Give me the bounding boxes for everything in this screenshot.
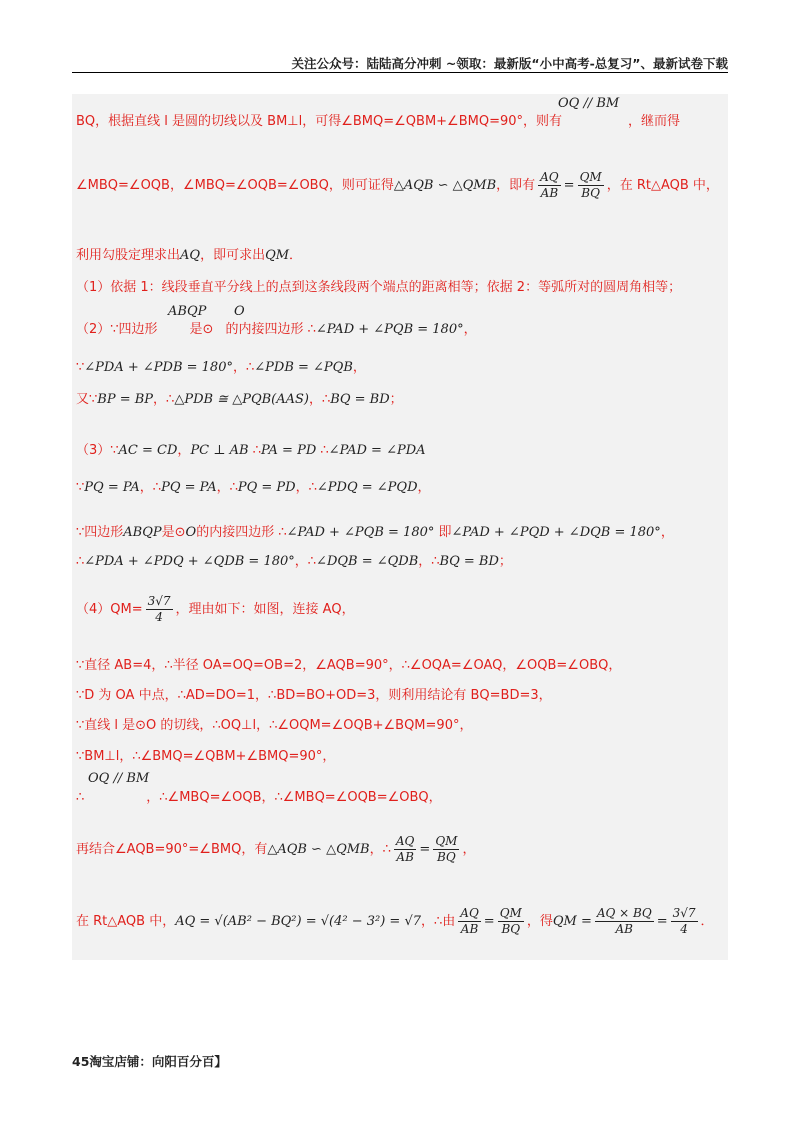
line-10: ∵四边形ABQP是⊙O的内接四边形 ∴∠PAD + ∠PQB = 180° 即∠PAD + ∠PQD + ∠DQB = 180°， <box>76 525 674 540</box>
line-9: ∵PQ = PA，∴PQ = PA，∴PQ = PD，∴∠PDQ = ∠PQD， <box>76 480 431 495</box>
line-18: 再结合∠AQB=90°=∠BMQ，有△AQB ∽ △QMB，∴ $\frac{AQ}{AB}$ = $\frac{QM}{BQ}$ ， <box>76 834 476 864</box>
fraction-aq-ab-3: $\frac{AQ}{AB}$ <box>460 906 479 936</box>
line-15: ∵直线 l 是⊙O 的切线，∴OQ⊥l，∴∠OQM=∠OQB+∠BQM=90°， <box>76 718 473 733</box>
line-7: 又∵BP = BP，∴△PDB ≅ △PQB(AAS)，∴BQ = BD； <box>76 392 403 407</box>
line-12: （4）QM= $\frac{3√7}{4}$ ，理由如下：如图，连接 AQ， <box>76 594 355 624</box>
page-header <box>72 54 728 73</box>
line-2-text-a: ∠MBQ=∠OQB，∠MBQ=∠OQB=∠OBQ，则可证得 <box>76 178 394 193</box>
fraction-qm-bq-2: $\frac{QM}{BQ}$ <box>435 834 458 864</box>
line-2-similar: △AQB ∽ △QMB <box>393 178 497 193</box>
fraction-3sqrt7-4-2: $\frac{3√7}{4}$ <box>672 906 696 936</box>
fraction-3sqrt7-4: $\frac{3√7}{4}$ <box>147 594 171 624</box>
oq-parallel-bm: OQ // BM <box>558 96 620 111</box>
header-text: 关注公众号：陆陆高分冲刺 ~领取：最新版“小中高考-总复习”、最新试卷下载 <box>291 56 728 71</box>
fraction-qm-bq-3: $\frac{QM}{BQ}$ <box>499 906 522 936</box>
line-6: ∵∠PDA + ∠PDB = 180°，∴∠PDB = ∠PQB， <box>76 360 366 375</box>
line-2-text-b: ，即有 <box>496 178 536 193</box>
line-8: （3）∵AC = CD，PC ⊥ AB ∴PA = PD ∴∠PAD = ∠PDA <box>76 443 426 458</box>
line-17: ∴ ，∴∠MBQ=∠OQB，∴∠MBQ=∠OQB=∠OBQ， <box>76 790 442 805</box>
fraction-aqbq-ab: $\frac{AQ \times BQ}{AB}$ <box>596 906 652 936</box>
line-3: 利用勾股定理求出AQ，即可求出QM． <box>76 248 303 263</box>
line-19: 在 Rt△AQB 中，AQ = √(AB² − BQ²) = √(4² − 3²) = √7，∴由 $\frac{AQ}{AB}$ = $\frac{QM}{BQ}$ ，得QM = $\frac{AQ \times BQ}{AB}$ = $\frac{3√7}{4}$ ． <box>76 906 714 936</box>
line-2-text-c: ，在 Rt△AQB 中， <box>606 178 719 193</box>
line-5: （2）∵四边形 是⊙ 的内接四边形 ∴∠PAD + ∠PQB = 180°， <box>76 322 477 337</box>
fraction-aq-ab-2: $\frac{AQ}{AB}$ <box>395 834 415 864</box>
line-4: （1）依据 1：线段垂直平分线上的点到这条线段两个端点的距离相等；依据 2：等弧所对的圆周角相等； <box>76 280 682 295</box>
solution-block <box>72 94 728 960</box>
fraction-qm-bq: $\frac{QM}{BQ}$ <box>579 170 602 200</box>
line-1-text-b: ，继而得 <box>628 114 681 129</box>
abqp-label: ABQP <box>168 304 207 319</box>
line-2: ∠MBQ=∠OQB，∠MBQ=∠OQB=∠OBQ，则可证得△AQB ∽ △QMB，即有 $\frac{AQ}{AB}$ = $\frac{QM}{BQ}$ ，在 Rt△AQB 中， <box>76 170 719 200</box>
line-14: ∵D 为 OA 中点，∴AD=DO=1，∴BD=BO+OD=3，则利用结论有 BQ=BD=3， <box>76 688 552 703</box>
o-label: O <box>234 304 245 319</box>
line-1 <box>76 110 680 129</box>
line-16: ∵BM⊥l，∴∠BMQ=∠QBM+∠BMQ=90°， <box>76 749 336 764</box>
fraction-aq-ab: $\frac{AQ}{AB}$ <box>540 170 559 200</box>
line-11: ∴∠PDA + ∠PDQ + ∠QDB = 180°，∴∠DQB = ∠QDB，∴BQ = BD； <box>76 554 512 569</box>
page-footer <box>72 1052 227 1070</box>
line-13: ∵直径 AB=4，∴半径 OA=OQ=OB=2，∠AQB=90°，∴∠OQA=∠OAQ，∠OQB=∠OBQ， <box>76 658 622 673</box>
footer-text: 45淘宝店铺：向阳百分百】 <box>72 1054 227 1069</box>
line-1-text-a: BQ，根据直线 l 是圆的切线以及 BM⊥l，可得∠BMQ=∠QBM+∠BMQ=90°，则有 <box>76 114 563 129</box>
oq-parallel-bm-2: OQ // BM <box>88 771 150 786</box>
